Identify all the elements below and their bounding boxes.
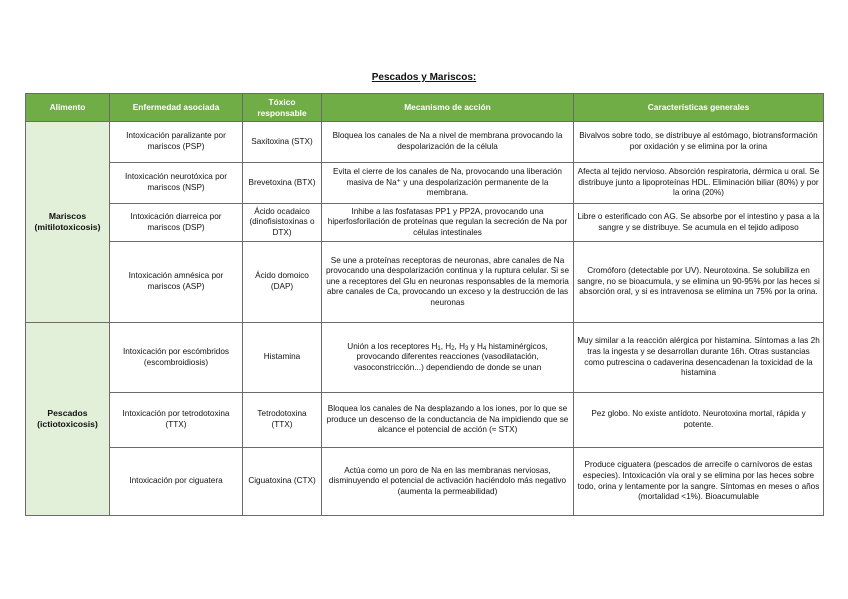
table-row [26, 122, 824, 163]
header-mecanismo: Mecanismo de acción [322, 94, 574, 122]
caracteristicas-cell: Afecta al tejido nervioso. Absorción respiratoria, dérmica u oral. Se distribuye junto a lipoproteínas HDL. Eliminación biliar (80%) y por la orina (20%) [574, 163, 824, 204]
caracteristicas-cell: Muy similar a la reacción alérgica por histamina. Síntomas a las 2h tras la ingesta y se desarrollan durante 16h. Otras sustancias como putrescina o cadaverina desencadenan la toxicidad de la histamina [574, 323, 824, 393]
group-mariscos [26, 122, 110, 323]
table-row [26, 242, 824, 323]
mecanismo-cell: Inhibe a las fosfatasas PP1 y PP2A, provocando una hiperfosforilación de proteínas que regulan la secreción de Na por células intestinales [322, 204, 574, 242]
toxico-cell: Histamina [243, 323, 322, 393]
table-row [26, 323, 824, 393]
table-row [26, 448, 824, 516]
enfermedad-cell: Intoxicación por tetrodotoxina (TTX) [110, 393, 243, 448]
toxico-cell: Ciguatoxina (CTX) [243, 448, 322, 516]
toxico-cell: Ácido ocadaico (dinofisistoxinas o DTX) [243, 204, 322, 242]
mecanismo-cell: Actúa como un poro de Na en las membranas nerviosas, disminuyendo el potencial de activación haciéndolo más negativo (aumenta la permeabilidad) [322, 448, 574, 516]
group-name: Mariscos [48, 211, 87, 222]
h-subscript: 2 [451, 345, 455, 352]
mecanismo-text-post: histaminérgicos, provocando diferentes reacciones (vasodilatación, vasoconstricción...) dependiendo de donde se unan [353, 341, 548, 372]
table-row [26, 393, 824, 448]
group-subtitle: (ictiotoxicosis) [37, 419, 98, 429]
enfermedad-cell: Intoxicación diarreica por mariscos (DSP) [110, 204, 243, 242]
caracteristicas-cell: Pez globo. No existe antídoto. Neurotoxina mortal, rápida y potente. [574, 393, 824, 448]
h-subscript: 4 [482, 345, 487, 352]
toxico-cell: Brevetoxina (BTX) [243, 163, 322, 204]
group-subtitle: (mitilotoxicosis) [34, 222, 101, 232]
enfermedad-cell: Intoxicación paralizante por mariscos (PSP) [110, 122, 243, 163]
header-caracteristicas: Características generales [574, 94, 824, 122]
group-pescados [26, 323, 110, 516]
h-subscript: 3 [465, 345, 469, 352]
mecanismo-cell: Unión a los receptores $H_1$, $H_2$, $H_3$ y $H_4$ histaminérgicos, provocando diferentes reacciones (vasodilatación, vasoconstricción...) dependiendo de donde se unan [322, 323, 574, 393]
header-alimento: Alimento [26, 94, 110, 122]
caracteristicas-cell: Produce ciguatera (pescados de arrecife o carnívoros de estas especies). Intoxicación vía oral y se elimina por las heces sobre todo, orina y lentamente por la sangre. Síntomas en meses o años (mortalidad <1%). Bioacumulable [574, 448, 824, 516]
toxico-cell: Ácido domoico (DAP) [243, 242, 322, 323]
mecanismo-cell: Bloquea los canales de Na a nivel de membrana provocando la despolarización de la célula [322, 122, 574, 163]
caracteristicas-cell: Bivalvos sobre todo, se distribuye al estómago, biotransformación por oxidación y se elimina por la orina [574, 122, 824, 163]
header-row [26, 94, 824, 122]
toxico-cell: Tetrodotoxina (TTX) [243, 393, 322, 448]
page-title: Pescados y Mariscos: [371, 72, 477, 83]
caracteristicas-cell: Libre o esterificado con AG. Se absorbe por el intestino y pasa a la sangre y se distribuye. Se acumula en el tejido adiposo [574, 204, 824, 242]
toxins-table [25, 93, 824, 516]
toxico-cell: Saxitoxina (STX) [243, 122, 322, 163]
table-row [26, 163, 824, 204]
group-name: Pescados [47, 408, 88, 419]
enfermedad-cell: Intoxicación por ciguatera [110, 448, 243, 516]
enfermedad-cell: Intoxicación por escómbridos (escombroidiosis) [110, 323, 243, 393]
mecanismo-cell: Bloquea los canales de Na desplazando a los iones, por lo que se produce un descenso de la conductancia de Na impidiendo que se alcance el potencial de acción (≈ STX) [322, 393, 574, 448]
mecanismo-cell: Se une a proteínas receptoras de neuronas, abre canales de Na provocando una despolarización continua y la ruptura celular. Si se une a receptores del Glu en neuronas responsables de la memoria abre canales de Ca, provocando un exceso y la destrucción de las neuronas [322, 242, 574, 323]
enfermedad-cell: Intoxicación amnésica por mariscos (ASP) [110, 242, 243, 323]
enfermedad-cell: Intoxicación neurotóxica por mariscos (NSP) [110, 163, 243, 204]
caracteristicas-cell: Cromóforo (detectable por UV). Neurotoxina. Se solubiliza en sangre, no se bioacumula, y se elimina un 90-95% por las heces si absorción oral, y si es intravenosa se elimina un 75% por la orina. [574, 242, 824, 323]
h-subscript: 1 [437, 345, 441, 352]
mecanismo-cell: Evita el cierre de los canales de Na, provocando una liberación masiva de Na⁺ y una despolarización permanente de la membrana. [322, 163, 574, 204]
header-enfermedad: Enfermedad asociada [110, 94, 243, 122]
table-row [26, 204, 824, 242]
header-toxico: Tóxico responsable [243, 94, 322, 122]
mecanismo-text-pre: Unión a los receptores H [347, 341, 438, 351]
